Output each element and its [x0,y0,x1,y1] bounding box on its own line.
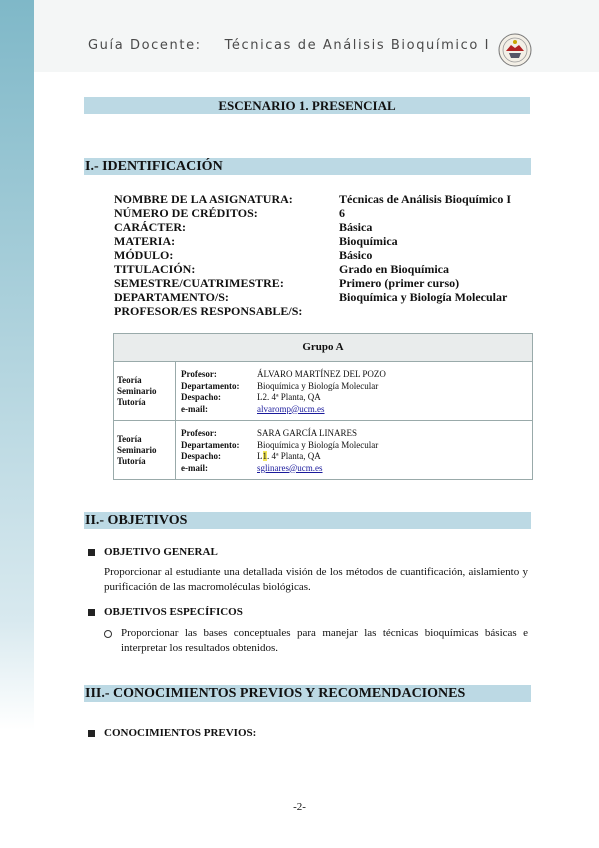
left-decorative-band [0,0,34,730]
field-key: NOMBRE DE LA ASIGNATURA: [114,192,293,206]
row-values [257,428,378,474]
field-value: Primero (primer curso) [339,276,460,290]
table-header: Grupo A [114,334,532,362]
activity-label: Seminario [117,445,157,455]
objetivo-especifico-item: Proporcionar las bases conceptuales para manejar las técnicas bioquímicas básicas e interpretar los resultados obtenidos. [121,627,528,654]
field-row [114,248,534,262]
activity-label: Seminario [117,386,157,396]
row-values [257,369,386,415]
departamento-value: Bioquímica y Biología Molecular [257,439,379,450]
table-row [114,362,532,421]
despacho-prefix: L [257,451,263,461]
square-bullet-icon [88,609,95,616]
email-label: e-mail: [181,462,208,473]
conocimientos-previos-heading: CONOCIMIENTOS PREVIOS: [104,727,257,739]
field-key: SEMESTRE/CUATRIMESTRE: [114,276,284,290]
field-key: CARÁCTER: [114,220,186,234]
activity-labels [114,362,176,420]
email-label: e-mail: [181,403,208,414]
circle-bullet-icon [104,630,112,638]
field-row [114,220,534,234]
highlighted-text: 1 [262,451,267,461]
field-value: Básico [339,248,373,262]
header-title: Guía Docente: Técnicas de Análisis Bioquímico I [88,38,491,53]
professor-table [113,333,533,480]
activity-label: Teoría [117,434,142,444]
activity-label: Teoría [117,375,142,385]
despacho-label: Despacho: [181,451,221,461]
field-row [114,276,534,290]
field-value: Grado en Bioquímica [339,262,450,276]
email-link[interactable]: sglinares@ucm.es [257,462,323,473]
university-crest-icon [498,33,532,67]
square-bullet-icon [88,730,95,737]
scenario-banner: ESCENARIO 1. PRESENCIAL [84,97,530,114]
despacho-value [257,451,378,463]
field-key: TITULACIÓN: [114,262,196,276]
departamento-label: Departamento: [181,380,240,391]
field-row [114,192,534,206]
profesor-value: SARA GARCÍA LINARES [257,428,358,438]
profesor-label: Profesor: [181,369,217,379]
field-key: PROFESOR/ES RESPONSABLE/S: [114,304,303,318]
despacho-label: Despacho: [181,392,221,402]
objetivo-general-text: Proporcionar al estudiante una detallada visión de los métodos de cuantificación, aislamiento y purificación de las macromoléculas biológicas. [104,566,528,593]
square-bullet-icon [88,549,95,556]
departamento-label: Departamento: [181,439,240,450]
email-link[interactable]: alvaromp@ucm.es [257,403,325,414]
section-conocimientos-title: III.- CONOCIMIENTOS PREVIOS Y RECOMENDACIONES [84,685,531,702]
field-value: 6 [339,206,345,220]
row-labels [181,369,239,415]
objetivo-general-heading: OBJETIVO GENERAL [104,546,218,558]
field-key: MÓDULO: [114,248,174,262]
field-key: NÚMERO DE CRÉDITOS: [114,206,258,220]
field-row [114,290,534,304]
field-key: DEPARTAMENTO/S: [114,290,229,304]
despacho-suffix: . 4ª Planta, QA [267,451,321,461]
field-value: Básica [339,220,373,234]
field-value: Bioquímica y Biología Molecular [339,290,508,304]
row-labels [181,428,239,474]
field-key: MATERIA: [114,234,176,248]
identification-fields [114,192,534,318]
field-row [114,304,534,318]
page-number: -2- [293,801,306,813]
activity-label: Tutoría [117,456,146,466]
objetivos-especificos-heading: OBJETIVOS ESPECÍFICOS [104,606,243,618]
field-value: Técnicas de Análisis Bioquímico I [339,192,512,206]
section-identificacion-title: I.- IDENTIFICACIÓN [84,158,531,175]
field-row [114,206,534,220]
departamento-value: Bioquímica y Biología Molecular [257,380,379,391]
profesor-label: Profesor: [181,428,217,438]
section-objetivos-title: II.- OBJETIVOS [84,512,531,529]
field-row [114,234,534,248]
profesor-value: ÁLVARO MARTÍNEZ DEL POZO [257,369,386,379]
table-row [114,421,532,479]
field-value: Bioquímica [339,234,398,248]
field-row [114,262,534,276]
despacho-value: L2. 4ª Planta, QA [257,392,321,402]
activity-labels [114,421,176,479]
activity-label: Tutoría [117,397,146,407]
